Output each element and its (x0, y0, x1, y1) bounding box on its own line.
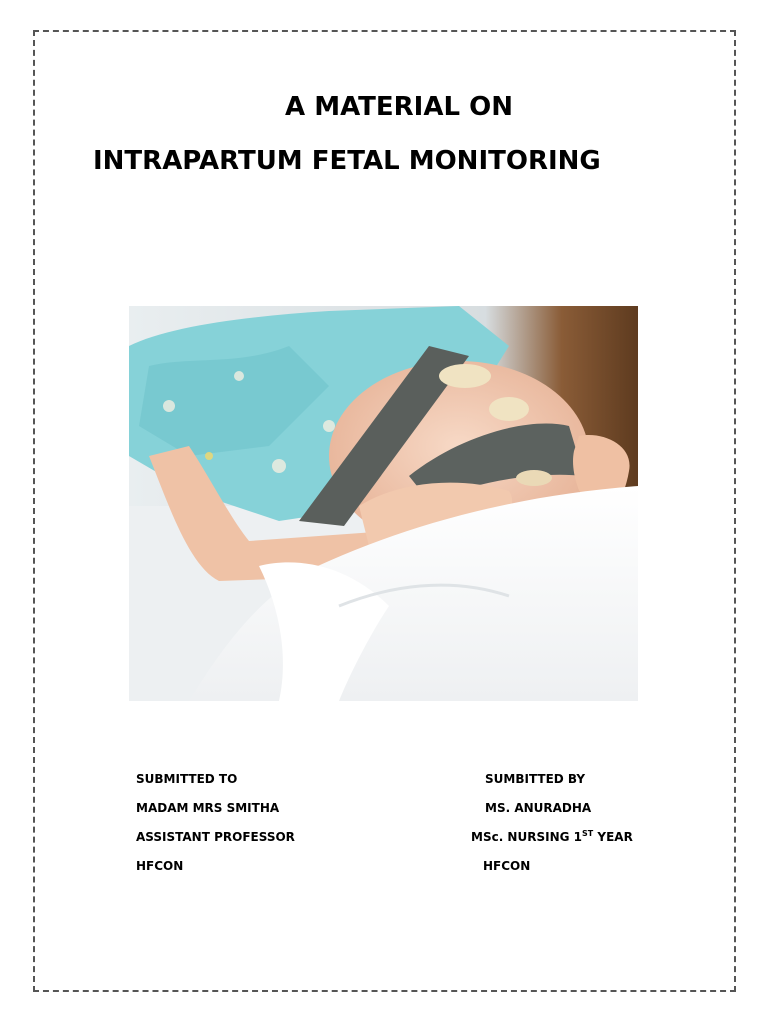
submitted-to-heading: SUBMITTED TO (136, 772, 238, 786)
submitted-by-institution: HFCON (483, 859, 531, 873)
cover-photo-illustration (129, 306, 638, 701)
title-line-1: A MATERIAL ON (285, 92, 513, 122)
course-ordinal: ST (582, 829, 594, 838)
submitted-to-name: MADAM MRS SMITHA (136, 801, 280, 815)
submitted-by-name: MS. ANURADHA (485, 801, 592, 815)
submitted-to-designation: ASSISTANT PROFESSOR (136, 830, 295, 844)
course-suffix: YEAR (593, 830, 633, 844)
transducer-lower (516, 470, 552, 486)
cover-photo (129, 306, 638, 701)
transducer-middle (489, 397, 529, 421)
course-prefix: MSc. NURSING 1 (471, 830, 582, 844)
submitted-by-course (471, 830, 633, 844)
submitted-to-institution: HFCON (136, 859, 184, 873)
transducer-upper (439, 364, 491, 388)
submitted-by-heading: SUMBITTED BY (485, 772, 586, 786)
title-line-2: INTRAPARTUM FETAL MONITORING (93, 146, 601, 176)
